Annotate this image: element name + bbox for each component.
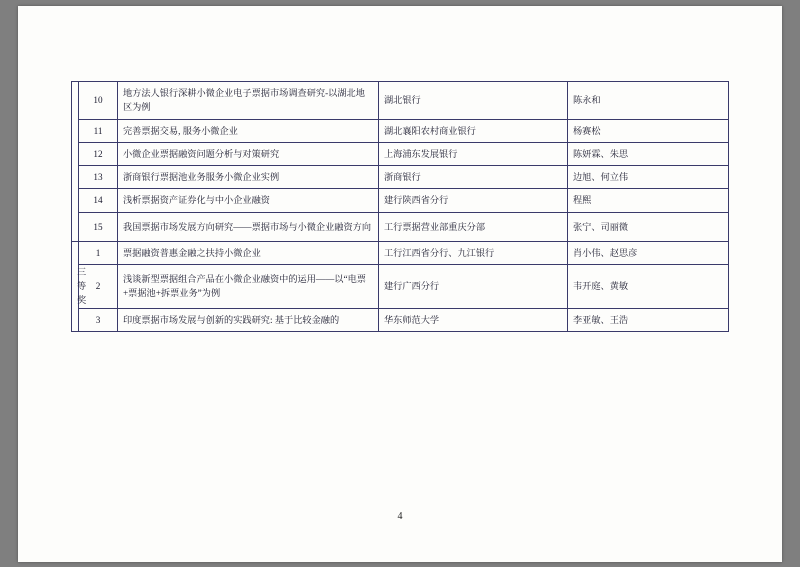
row-organization: 浙商银行: [379, 166, 568, 189]
award-category-cell-blank: [72, 82, 79, 242]
row-organization: 湖北银行: [379, 82, 568, 120]
row-title: 完善票据交易, 服务小微企业: [118, 119, 379, 142]
row-author: 陈永和: [568, 82, 729, 120]
page-number: 4: [397, 511, 403, 522]
table-row: [72, 142, 729, 165]
row-number: 12: [79, 142, 118, 165]
row-author: 陈妍霖、朱思: [568, 142, 729, 165]
row-author: 程熙: [568, 189, 729, 212]
row-number: 15: [79, 212, 118, 241]
row-title: 浅谈新型票据组合产品在小微企业融资中的运用——以“电票+票据池+拆票业务”为例: [118, 265, 379, 309]
row-author: 张宁、司丽微: [568, 212, 729, 241]
row-number: 11: [79, 119, 118, 142]
award-category-cell: 三等奖: [72, 241, 79, 331]
row-number: 3: [79, 308, 118, 331]
document-page: [18, 6, 782, 562]
row-number: 13: [79, 166, 118, 189]
row-organization: 工行票据营业部重庆分部: [379, 212, 568, 241]
row-title: 我国票据市场发展方向研究——票据市场与小微企业融资方向: [118, 212, 379, 241]
table-row: [72, 265, 729, 309]
table-row: [72, 241, 729, 264]
row-author: 李亚敏、王浩: [568, 308, 729, 331]
row-title: 印度票据市场发展与创新的实践研究: 基于比较金融的: [118, 308, 379, 331]
row-author: 肖小伟、赵思彦: [568, 241, 729, 264]
row-title: 浙商银行票据池业务服务小微企业实例: [118, 166, 379, 189]
award-list-table: [71, 81, 729, 332]
row-organization: 建行陕西省分行: [379, 189, 568, 212]
row-author: 杨赛松: [568, 119, 729, 142]
row-number: 1: [79, 241, 118, 264]
row-organization: 工行江西省分行、九江银行: [379, 241, 568, 264]
row-number: 10: [79, 82, 118, 120]
row-title: 小微企业票据融资问题分析与对策研究: [118, 142, 379, 165]
table-row: [72, 166, 729, 189]
table-row: [72, 82, 729, 120]
row-organization: 建行广西分行: [379, 265, 568, 309]
row-author: 边旭、何立伟: [568, 166, 729, 189]
table-row: [72, 189, 729, 212]
row-number: 2: [79, 265, 118, 309]
row-author: 韦开庭、黄敏: [568, 265, 729, 309]
table-row: [72, 212, 729, 241]
row-organization: 湖北襄阳农村商业银行: [379, 119, 568, 142]
table-row: [72, 119, 729, 142]
table-row: [72, 308, 729, 331]
row-title: 地方法人银行深耕小微企业电子票据市场调查研究-以湖北地区为例: [118, 82, 379, 120]
row-title: 浅析票据资产证券化与中小企业融资: [118, 189, 379, 212]
row-organization: 上海浦东发展银行: [379, 142, 568, 165]
row-number: 14: [79, 189, 118, 212]
row-title: 票据融资普惠金融之扶持小微企业: [118, 241, 379, 264]
row-organization: 华东师范大学: [379, 308, 568, 331]
